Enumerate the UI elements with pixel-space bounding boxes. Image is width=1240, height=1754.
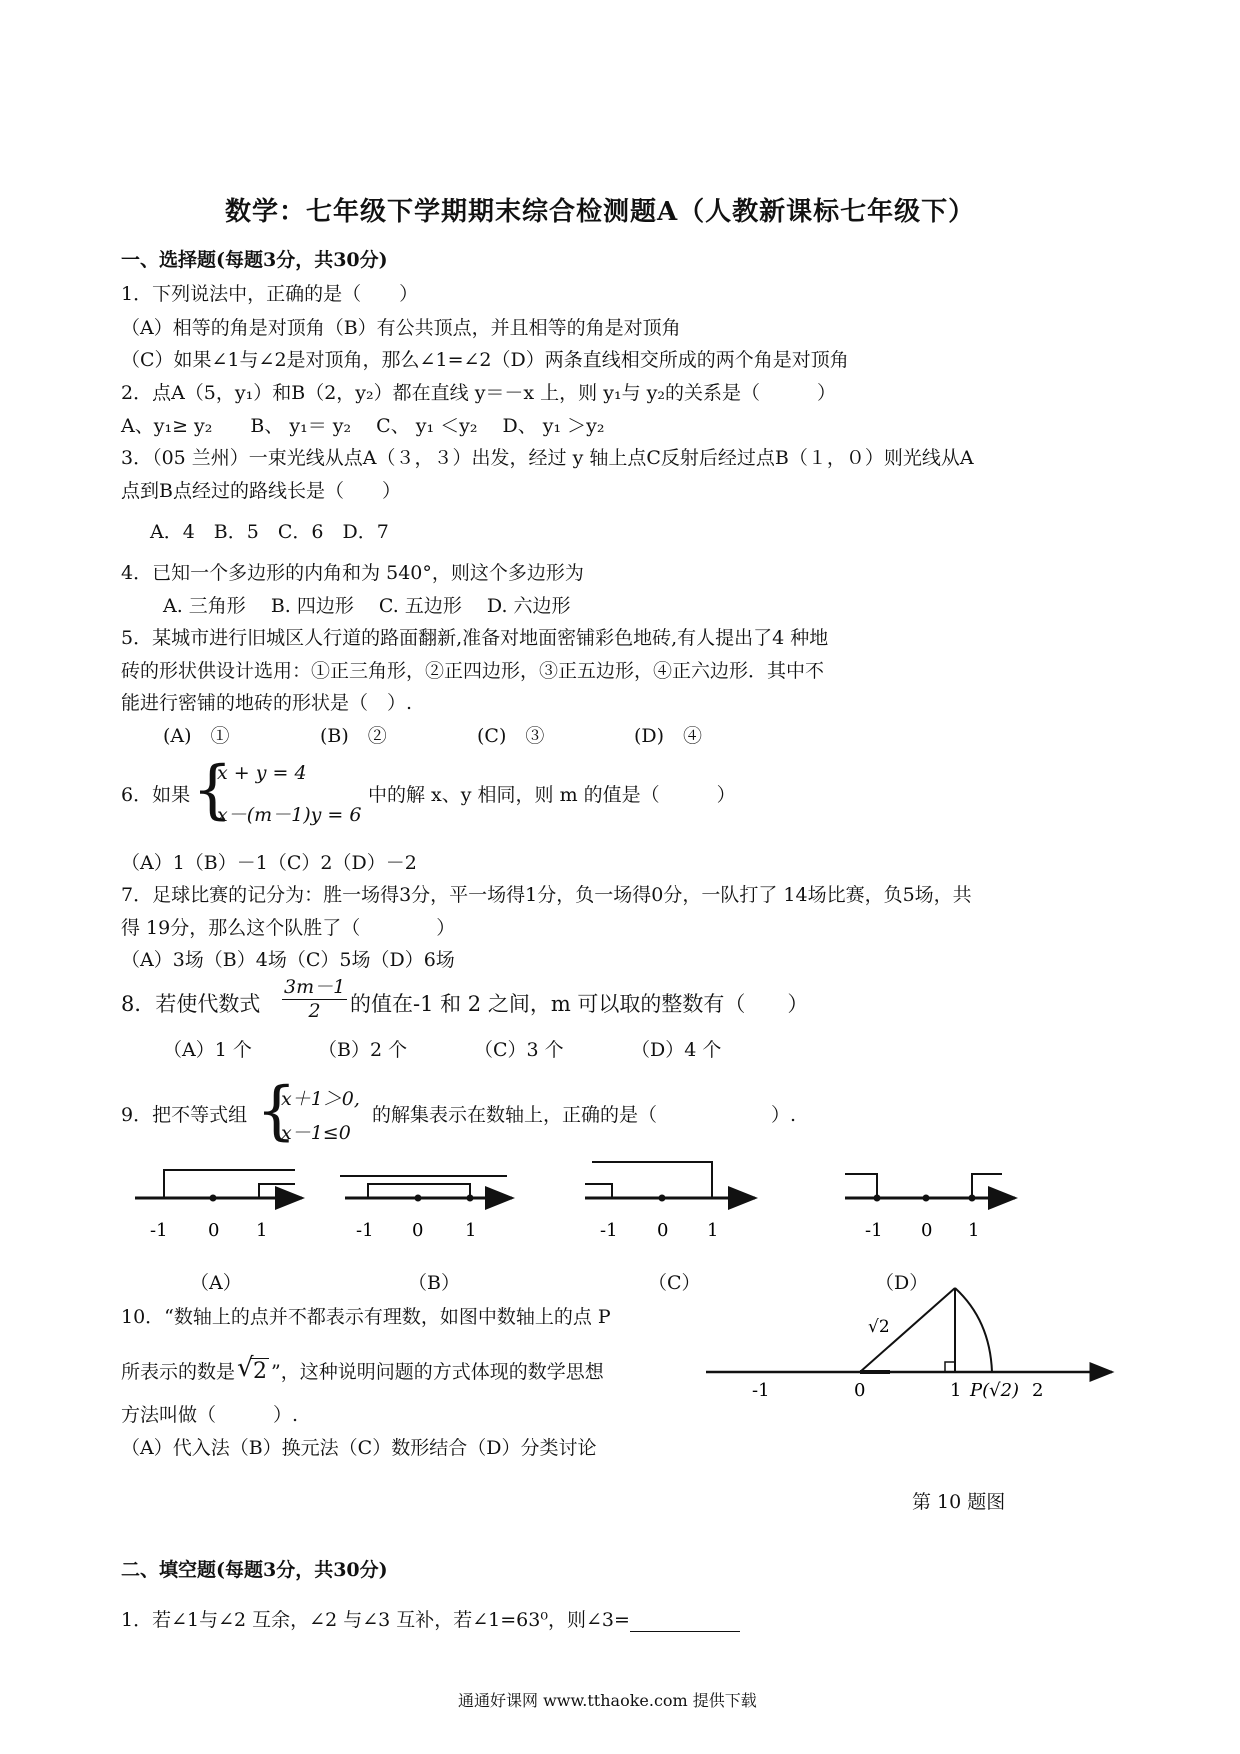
q8-denominator: 2 — [308, 1000, 321, 1022]
q4-options: A. 三角形 B. 四边形 C. 五边形 D. 六边形 — [163, 595, 571, 617]
q5-option-d: (D) ④ — [634, 725, 703, 747]
q2-stem: 2．点A（5，y₁）和B（2，y₂）都在直线 y＝－x 上，则 y₁与 y₂的关系是（ ） — [121, 382, 836, 404]
q9-b-tick-neg1: -1 — [356, 1220, 374, 1241]
q9-option-c-number-line — [585, 1162, 755, 1241]
q1-stem: 1．下列说法中，正确的是（ ） — [121, 283, 419, 305]
q10-figure-caption: 第 10 题图 — [912, 1491, 1006, 1513]
q10-hypotenuse-label: √2 — [868, 1317, 890, 1337]
q7-stem-line1: 7．足球比赛的记分为：胜一场得3分，平一场得1分，负一场得0分，一队打了 14场比赛，负5场，共 — [121, 884, 972, 906]
q1-options-line2: （C）如果∠1与∠2是对顶角，那么∠1=∠2（D）两条直线相交所成的两个角是对顶角 — [121, 349, 849, 371]
q7-stem-line2: 得 19分，那么这个队胜了（ ） — [121, 917, 456, 939]
q9-d-tick-0: 0 — [921, 1220, 933, 1241]
q6-prefix: 6．如果 — [121, 784, 191, 806]
q9-option-a-number-line — [135, 1170, 302, 1241]
q9-b-tick-1: 1 — [465, 1220, 477, 1241]
q9-number-line-figures — [120, 1140, 1040, 1260]
q9-label-b: （B） — [408, 1272, 460, 1294]
q10-stem-line2-b: ”，这种说明问题的方式体现的数学思想 — [271, 1361, 604, 1383]
q3-stem-line1: 3．（05 兰州）一束光线从点A（３，３）出发，经过 y 轴上点C反射后经过点B（１，０）则光线从A — [121, 447, 974, 469]
q9-c-tick-0: 0 — [657, 1220, 669, 1241]
q8-option-d: （D）4 个 — [631, 1039, 722, 1061]
q9-a-tick-neg1: -1 — [150, 1220, 168, 1241]
q10-right-angle-mark — [945, 1362, 955, 1372]
q8-numerator: 3m－1 — [282, 972, 347, 1000]
q10-tick-1: 1 — [950, 1380, 962, 1401]
q9-inequality-1: x＋1＞0, — [281, 1088, 360, 1110]
q9-label-a: （A） — [190, 1272, 242, 1294]
q8-suffix: 的值在-1 和 2 之间，m 可以取的整数有（ ） — [350, 992, 809, 1016]
q5-stem-line2: 砖的形状供设计选用：①正三角形，②正四边形，③正五边形，④正六边形．其中不 — [121, 660, 825, 682]
q9-label-d: （D） — [875, 1272, 929, 1294]
q9-option-d-number-line — [845, 1174, 1015, 1241]
q8-option-a: （A）1 个 — [163, 1039, 252, 1061]
page-footer: 通通好课网 www.tthaoke.com 提供下载 — [458, 1691, 757, 1710]
q5-stem-line3: 能进行密铺的地砖的形状是（ ）. — [121, 692, 413, 714]
q8-option-c: （C）3 个 — [474, 1039, 564, 1061]
q10-stem-line2 — [121, 1353, 604, 1384]
fill1 — [121, 1605, 740, 1632]
q8-option-b: （B）2 个 — [318, 1039, 408, 1061]
q10-arc — [955, 1288, 992, 1372]
q10-tick-neg1: -1 — [752, 1380, 770, 1401]
q8-prefix: 8．若使代数式 — [121, 992, 261, 1016]
q10-stem-line2-a: 所表示的数是 — [121, 1361, 236, 1383]
q10-figure — [700, 1280, 1120, 1460]
q6-suffix: 中的解 x、y 相同，则 m 的值是（ ） — [368, 784, 736, 806]
page-title: 数学：七年级下学期期末综合检测题A（人教新课标七年级下） — [225, 197, 976, 227]
q9-inequality-2: x－1≤0 — [281, 1122, 351, 1144]
q9-c-tick-neg1: -1 — [600, 1220, 618, 1241]
q8-fraction — [282, 972, 347, 1022]
section-heading-fill: 二、填空题(每题3分，共30分) — [121, 1559, 388, 1581]
fill1-answer-blank[interactable] — [630, 1613, 740, 1632]
q2-options: A、y₁≥ y₂ B、 y₁＝ y₂ C、 y₁ ＜y₂ D、 y₁ ＞y₂ — [121, 415, 605, 437]
q5-option-a: (A) ① — [163, 725, 230, 747]
fill1-text: 1．若∠1与∠2 互余，∠2 与∠3 互补，若∠1=63⁰，则∠3= — [121, 1609, 630, 1631]
q3-stem-line2: 点到B点经过的路线长是（ ） — [121, 480, 401, 502]
q9-a-tick-0: 0 — [208, 1220, 220, 1241]
q9-prefix: 9．把不等式组 — [121, 1104, 248, 1126]
q10-tick-2: 2 — [1032, 1380, 1044, 1401]
q10-tick-0: 0 — [854, 1380, 866, 1401]
q6-system-brace: { — [192, 753, 233, 827]
q10-options: （A）代入法（B）换元法（C）数形结合（D）分类讨论 — [121, 1437, 597, 1459]
q5-option-c: (C) ③ — [477, 725, 545, 747]
q9-option-b-number-line — [340, 1176, 512, 1241]
q10-sqrt2: √ 2 — [237, 1353, 268, 1384]
q9-d-tick-neg1: -1 — [865, 1220, 883, 1241]
q6-options: （A）1（B）－1（C）2（D）－2 — [121, 852, 417, 874]
q1-options-line1: （A）相等的角是对顶角（B）有公共顶点，并且相等的角是对顶角 — [121, 317, 681, 339]
q9-a-tick-1: 1 — [256, 1220, 268, 1241]
q3-options: A．4 B．5 C．6 D．7 — [150, 521, 389, 543]
q10-sqrt-radicand: 2 — [253, 1359, 268, 1384]
q10-tick-p: P(√2) — [970, 1380, 1020, 1401]
q9-b-tick-0: 0 — [412, 1220, 424, 1241]
q6-equation-2: x－(m－1)y = 6 — [217, 804, 362, 826]
q4-stem: 4．已知一个多边形的内角和为 540°，则这个多边形为 — [121, 562, 584, 584]
q7-options: （A）3场（B）4场（C）5场（D）6场 — [121, 949, 455, 971]
q9-c-tick-1: 1 — [707, 1220, 719, 1241]
q9-suffix: 的解集表示在数轴上，正确的是（ ）. — [372, 1104, 797, 1126]
section-heading-choice: 一、选择题(每题3分，共30分) — [121, 249, 388, 271]
q10-stem-line3: 方法叫做（ ）. — [121, 1404, 299, 1426]
q5-option-b: (B) ② — [320, 725, 387, 747]
q6-equation-1: x + y = 4 — [217, 762, 307, 784]
q9-d-tick-1: 1 — [968, 1220, 980, 1241]
q5-stem-line1: 5．某城市进行旧城区人行道的路面翻新,准备对地面密铺彩色地砖,有人提出了4 种地 — [121, 627, 829, 649]
q9-system-brace: { — [256, 1074, 297, 1148]
q9-label-c: （C） — [648, 1272, 701, 1294]
q10-stem-line1: 10．“数轴上的点并不都表示有理数，如图中数轴上的点 P — [121, 1306, 611, 1328]
